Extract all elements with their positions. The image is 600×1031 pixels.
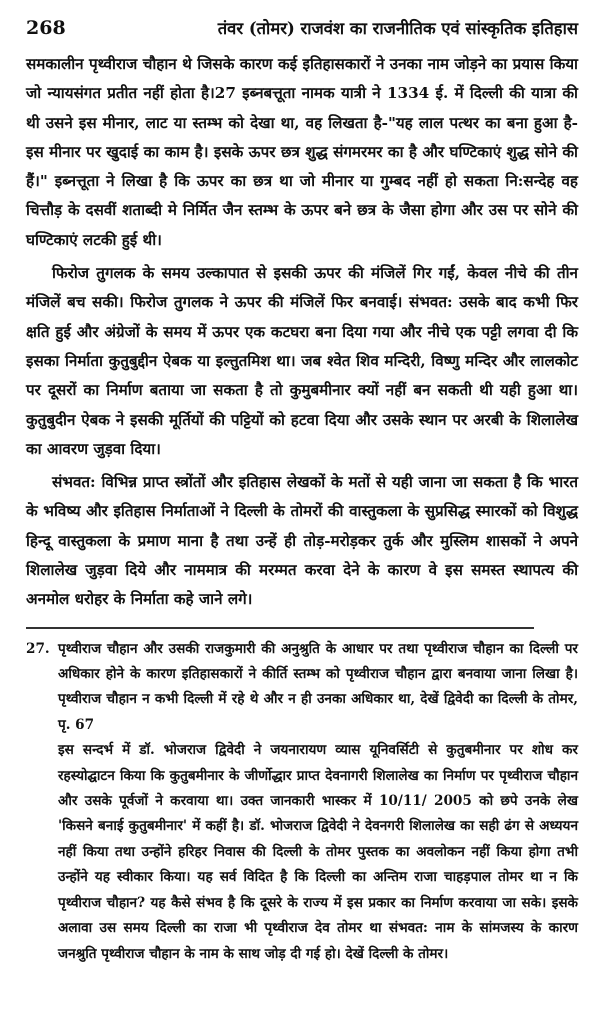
body-paragraph: फिरोज तुगलक के समय उल्कापात से इसकी ऊपर की मंजिलें गिर गईं, केवल नीचे की तीन मंजिलें बच सकी। फिरोज तुगलक ने ऊपर की मंजिलें फिर बनवाई। संभवत: उसके बाद कभी फिर क्षति हुई और अंग्रेजों के समय में ऊपर एक कटघरा बना दिया गया और नीचे एक पट्टी लगवा दी कि इसका निर्माता कुतुबुद्दीन ऐबक या इल्तुतमिश था। जब श्वेत शिव मन्दिरी, विष्णु मन्दिर और लालकोट पर दूसरों का निर्माण बताया जा सकता है तो कुमुबमीनार क्यों नहीं बन सकती थी यही हुआ था। कुतुबुदीन ऐबक ने इसकी मूर्तियों की पट्टियों को हटवा दिया और उसके स्थान पर अरबी के शिलालेख का आवरण जुड़वा दिया। [26, 264, 578, 458]
footnote [26, 637, 578, 967]
page-header [26, 16, 578, 46]
page-number: 268 [26, 17, 66, 39]
body-paragraph: समकालीन पृथ्वीराज चौहान थे जिसके कारण कई इतिहासकारों ने उनका नाम जोड़ने का प्रयास किया जो न्यायसंगत प्रतीत नहीं होता है।27 इब्नबत्तूता नामक यात्री ने 1334 ई. में दिल्ली की यात्रा की थी उसने इस मीनार, लाट या स्तम्भ को देखा था, वह लिखता है-"यह लाल पत्थर का बना हुआ है-इस मीनार पर खुदाई का काम है। इसके ऊपर छत्र शुद्ध संगमरमर का है और घण्टिकाएं शुद्ध सोने की हैं।" इब्नत्तूता ने लिखा है कि ऊपर का छत्र था जो मीनार या गुम्बद नहीं हो सकता नि:सन्देह वह चित्तौड़ के दसवीं शताब्दी मे निर्मित जैन स्तम्भ के ऊपर बने छत्र के जैसा होगा और उस पर सोने की घण्टिकाएं लटकी हुई थी। [26, 55, 578, 249]
footnote-paragraph: पृथ्वीराज चौहान और उसकी राजकुमारी की अनुश्रुति के आधार पर तथा पृथ्वीराज चौहान का दिल्ली पर अधिकार होने के कारण इतिहासकारों ने कीर्ति स्तम्भ को पृथ्वीराज चौहान द्वारा बनवाया जाना लिखा है। पृथ्वीराज चौहान न कभी दिल्ली में रहे थे और न ही उनका अधिकार था, देखें द्विवेदी का दिल्ली के तोमर, पृ. 67 [58, 640, 578, 733]
main-text [26, 50, 578, 615]
footnote-text [58, 637, 578, 967]
footnote-paragraph: इस सन्दर्भ में डॉ. भोजराज द्विवेदी ने जयनारायण व्यास यूनिवर्सिटी से कुतुबमीनार पर शोध कर रहस्योद्घाटन किया कि कुतुबमीनार के जीर्णोद्धार प्राप्त देवनागरी शिलालेख का निर्माण पर पृथ्वीराज चौहान और उसके पूर्वजों ने करवाया था। उक्त जानकारी भास्कर में 10/11/ 2005 को छपे उनके लेख 'किसने बनाई कुतुबमीनार' में कहीं है। डॉ. भोजराज द्विवेदी ने देवनगरी शिलालेख का सही ढंग से अध्ययन नहीं किया तथा उन्होंने हरिहर निवास की दिल्ली के तोमर पुस्तक का अवलोकन नहीं किया होगा तभी उन्होंने यह स्वीकार किया। यह सर्व विदित है कि दिल्ली का अन्तिम राजा चाहड़पाल तोमर था न कि पृथ्वीराज चौहान? यह कैसे संभव है कि दूसरे के राज्य में इस प्रकार का निर्माण करवाया जा सके। इसके अलावा उस समय दिल्ली का राजा भी पृथ्वीराज देव तोमर था संभवत: नाम के सांमजस्य के कारण जनश्रुति पृथ्वीराज चौहान के नाम के साथ जोड़ दी गई हो। देखें दिल्ली के तोमर। [58, 742, 578, 962]
footnote-divider [26, 627, 534, 629]
running-title: तंवर (तोमर) राजवंश का राजनीतिक एवं सांस्कृतिक इतिहास [217, 19, 578, 38]
body-paragraph: संभवत: विभिन्न प्राप्त स्त्रोंतों और इतिहास लेखकों के मतों से यही जाना जा सकता है कि भारत के भविष्य और इतिहास निर्माताओं ने दिल्ली के तोमरों की वास्तुकला के सुप्रसिद्ध स्मारकों को विशुद्ध हिन्दू वास्तुकला के प्रमाण माना है तथा उन्हें ही तोड़-मरोड़कर तुर्क और मुस्लिम शासकों ने अपने शिलालेख जुड़वा दिये और नाममात्र की मरम्मत करवा देने के कारण वे इस समस्त स्थापत्य की अनमोल धरोहर के निर्माता कहे जाने लगे। [26, 473, 578, 609]
footnote-number: 27. [26, 640, 50, 657]
